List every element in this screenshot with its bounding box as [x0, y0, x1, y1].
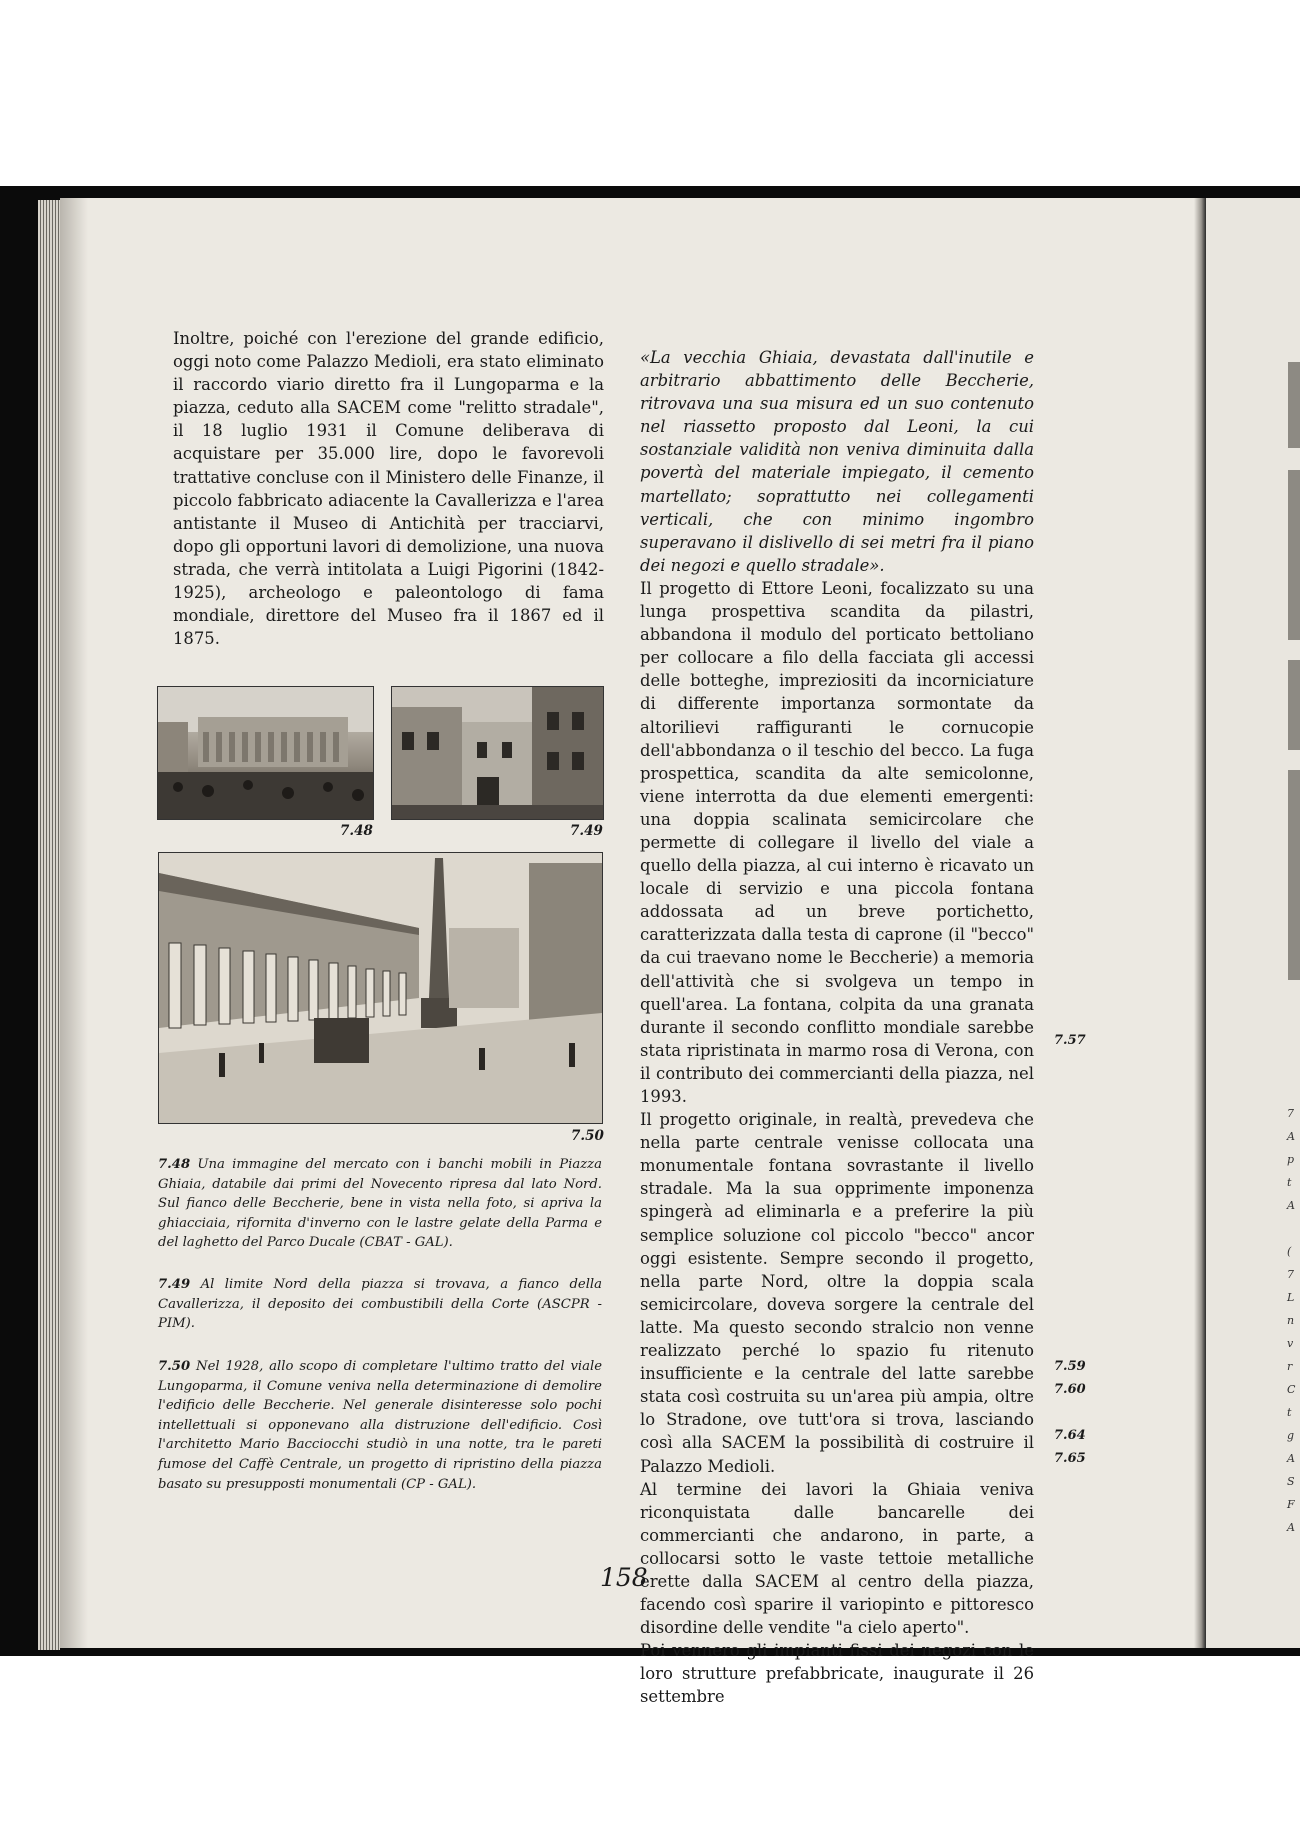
caption-number: 7.49 [158, 1277, 191, 1292]
quote-paragraph: «La vecchia Ghiaia, devastata dall'inutile e arbitrario abbattimento delle Beccherie, ritrovava una sua misura ed un suo contenuto nel riassetto proposto dal Leoni, la cui sostanziale validità non veniva diminuita dalla povertà del materiale impiegato, il cemento martellato; soprattutto nei collegamenti verticali, che con minimo ingombro superavano il dislivello di sei metri fra il piano dei negozi e quello stradale». [640, 348, 1034, 575]
page-number: 158 [600, 1563, 648, 1592]
right-page-glyph-fragment: 7 [1287, 1268, 1294, 1281]
right-page-image-fragment [1288, 660, 1300, 750]
right-page-glyph-fragment: r [1287, 1360, 1293, 1373]
right-page-glyph-fragment: t [1287, 1406, 1292, 1419]
right-page-glyph-fragment: A [1287, 1521, 1295, 1534]
caption-number: 7.48 [158, 1157, 191, 1172]
left-text-column [173, 327, 604, 650]
figure-label-7-48: 7.48 [340, 823, 373, 839]
right-page-glyph-fragment: A [1287, 1130, 1295, 1143]
left-paragraph: Inoltre, poiché con l'erezione del grande edificio, oggi noto come Palazzo Medioli, era stato eliminato il raccordo viario diretto fra il Lungoparma e la piazza, ceduto alla SACEM come "relitto stradale", il 18 luglio 1931 il Comune deliberava di acquistare per 35.000 lire, dopo le favorevoli trattative concluse con il Ministero delle Finanze, il piccolo fabbricato adiacente la Cavallerizza e l'area antistante il Museo di Antichità per tracciarvi, dopo gli opportuni lavori di demolizione, una nuova strada, che verrà intitolata a Luigi Pigorini (1842-1925), archeologo e paleontologo di fama mondiale, direttore del Museo fra il 1867 ed il 1875. [173, 329, 604, 649]
caption-number: 7.50 [158, 1359, 191, 1374]
caption-7-48 [158, 1155, 602, 1253]
engraving-beccherie-art [159, 853, 602, 1123]
right-page-glyph-fragment: n [1287, 1314, 1295, 1327]
figure-label-7-50: 7.50 [571, 1128, 604, 1144]
right-paragraph: Al termine dei lavori la Ghiaia veniva riconquistata dalle bancarelle dei commercianti che andarono, in parte, a collocarsi sotto le vaste tettoie metalliche erette dalla SACEM al centro della piazza, facendo così sparire il variopinto e pittoresco disordine delle vendite "a cielo aperto". [640, 1479, 1034, 1638]
margin-ref-7-60: 7.60 [1054, 1382, 1086, 1397]
engraving-beccherie [158, 852, 603, 1124]
margin-ref-7-59: 7.59 [1054, 1359, 1086, 1374]
caption-text: Al limite Nord della piazza si trovava, a fianco della Cavallerizza, il deposito dei combustibili della Corte (ASCPR - PIM). [158, 1277, 602, 1332]
right-page-glyph-fragment: p [1287, 1153, 1295, 1166]
caption-text: Una immagine del mercato con i banchi mobili in Piazza Ghiaia, databile dai primi del Novecento ripresa dal lato Nord. Sul fianco delle Beccherie, bene in vista nella foto, si apriva la ghiacciaia, rifornita d'inverno con le lastre gelate della Parma e del laghetto del Parco Ducale (CBAT - GAL). [158, 1157, 602, 1251]
right-paragraph: Il progetto originale, in realtà, prevedeva che nella parte centrale venisse collocata una monumentale fontana sovrastante il livello stradale. Ma la sua opprimente imponenza spingerà ad eliminarla e a preferire la più semplice soluzione col piccolo "becco" ancor oggi esistente. Sempre secondo il progetto, nella parte Nord, oltre la doppia scala semicircolare, doveva sorgere la centrale del latte. Ma questo secondo stralcio non venne realizzato perché lo spazio fu ritenuto insufficiente e la centrale del latte sarebbe stata così costruita su un'area più ampia, oltre lo Stradone, ove tutt'ora si trova, lasciando così alla SACEM la possibilità di costruire il Palazzo Medioli. [640, 1110, 1034, 1476]
book-gutter [1194, 198, 1206, 1648]
figure-label-7-49: 7.49 [570, 823, 603, 839]
right-page-glyph-fragment: C [1287, 1383, 1296, 1396]
photo-market-stalls-art [158, 687, 373, 819]
right-text-column [640, 346, 1034, 1709]
right-paragraph: Poi vennero gli impianti fissi dei negozi con le loro strutture prefabbricate, inaugurate il 26 settembre [640, 1641, 1034, 1707]
right-page-glyph-fragment: g [1287, 1429, 1295, 1442]
right-page-glyph-fragment: 7 [1287, 1107, 1294, 1120]
caption-7-49 [158, 1275, 602, 1334]
book-page-edges [38, 200, 60, 1650]
right-page-image-fragment [1288, 470, 1300, 640]
right-page-image-fragment [1288, 770, 1300, 980]
margin-ref-7-64: 7.64 [1054, 1428, 1086, 1443]
photo-market-stalls [157, 686, 374, 820]
right-page-glyph-fragment: F [1287, 1498, 1295, 1511]
photo-fuel-depot [391, 686, 604, 820]
margin-ref-7-65: 7.65 [1054, 1451, 1086, 1466]
right-page-glyph-fragment: v [1287, 1337, 1294, 1350]
right-page-glyph-fragment: S [1287, 1475, 1295, 1488]
right-page-glyph-fragment: t [1287, 1176, 1292, 1189]
right-page-image-fragment [1288, 362, 1300, 448]
right-page-glyph-fragment: A [1287, 1199, 1295, 1212]
right-paragraph: Il progetto di Ettore Leoni, focalizzato su una lunga prospettiva scandita da pilastri, abbandona il modulo del porticato bettoliano per collocare a filo della facciata gli accessi delle botteghe, impreziositi da incorniciature di differente importanza sormontate da altorilievi raffiguranti le cornucopie dell'abbondanza o il teschio del becco. La fuga prospettica, scandita da alte semicolonne, viene interrotta da due elementi emergenti: una doppia scalinata semicircolare che permette di collegare il livello del viale a quello della piazza, al cui interno è ricavato un locale di servizio e una piccola fontana addossata ad un breve portichetto, caratterizzata dalla testa di caprone (il "becco" da cui traevano nome le Beccherie) a memoria dell'attività che si svolgeva un tempo in quell'area. La fontana, colpita da una granata durante il secondo conflitto mondiale sarebbe stata ripristinata in marmo rosa di Verona, con il contributo dei commercianti della piazza, nel 1993. [640, 578, 1034, 1106]
photo-fuel-depot-art [392, 687, 603, 819]
margin-ref-7-57: 7.57 [1054, 1033, 1086, 1048]
book-page-right-edge [1206, 198, 1300, 1648]
right-page-glyph-fragment: A [1287, 1452, 1295, 1465]
page-shadow [60, 198, 88, 1648]
caption-7-50 [158, 1357, 602, 1494]
right-page-glyph-fragment: L [1287, 1291, 1295, 1304]
right-page-glyph-fragment: ( [1287, 1245, 1292, 1258]
caption-text: Nel 1928, allo scopo di completare l'ultimo tratto del viale Lungoparma, il Comune veniva nella determinazione di demolire l'edificio delle Beccherie. Nel generale disinteresse solo pochi intellettuali si opponevano alla distruzione dell'edificio. Così l'architetto Mario Bacciocchi studiò in una notte, tra le pareti fumose del Caffè Centrale, un progetto di ripristino della piazza basato su presupposti monumentali (CP - GAL). [158, 1359, 602, 1492]
